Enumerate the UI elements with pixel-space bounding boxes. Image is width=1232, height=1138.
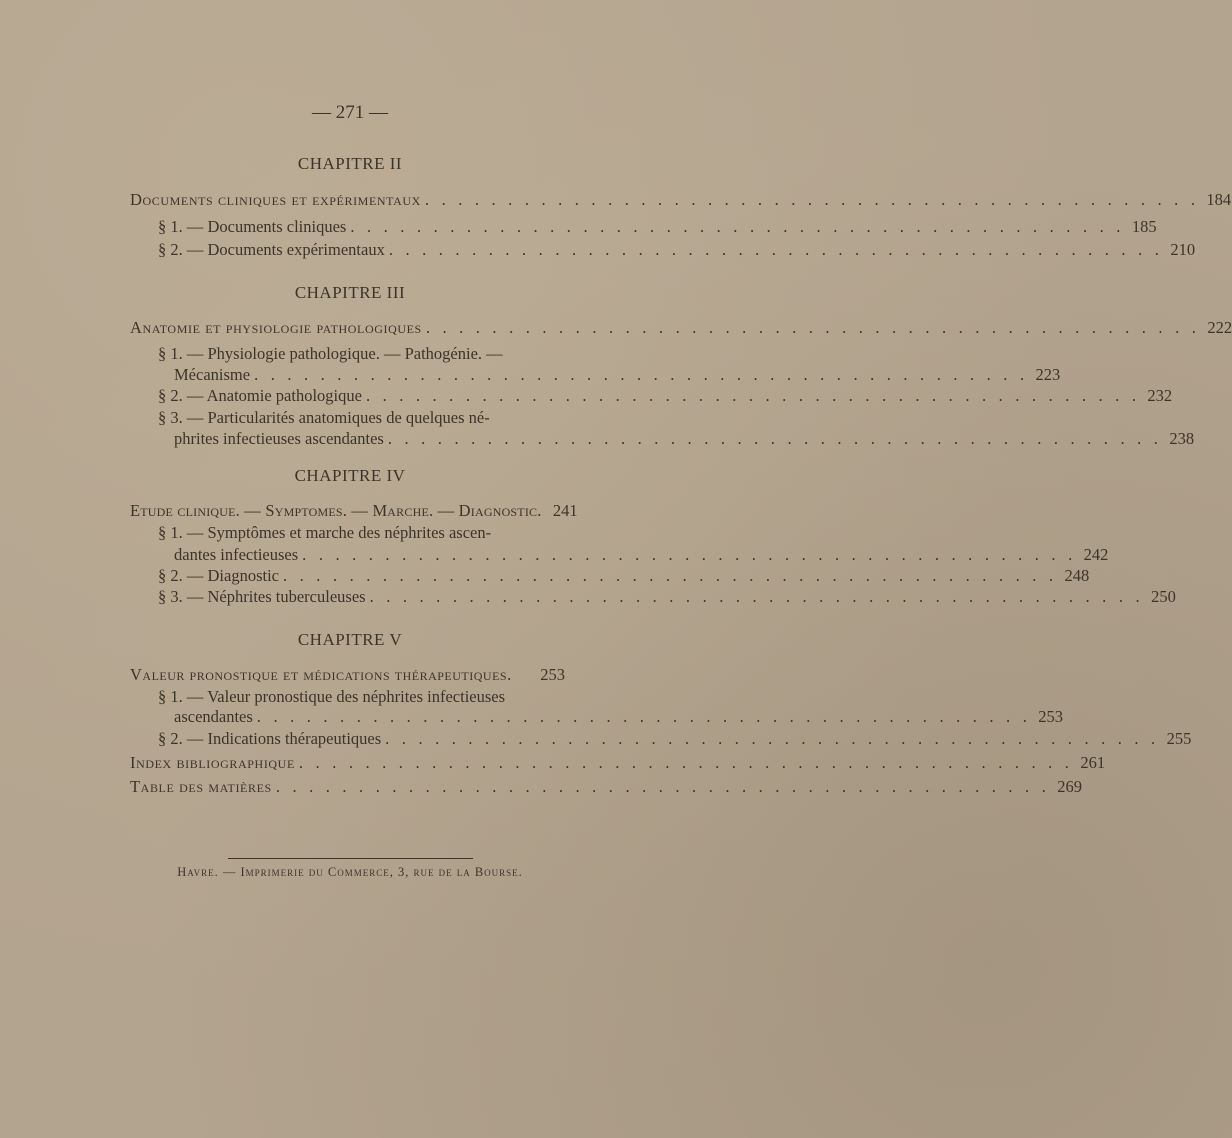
leader-dots: . . . . . . . . . . . . . . . . . . . . . . . . . . . . . . . . . . . . . . . . . . . . . . . [387,429,1163,448]
toc-page-number: 223 [1035,365,1061,384]
toc-entry [174,365,1061,385]
leader-dots: . . . . . . . . . . . . . . . . . . . . . . . . . . . . . . . . . . . . . . . . . . . . . . . [388,240,1164,259]
toc-page-number: 238 [1169,429,1195,448]
toc-section-title: Etude clinique. — Symptomes. — Marche. — Diagnostic. [130,501,542,520]
toc-section [130,190,1232,210]
toc-entry-title-first-line: § 1. — Symptômes et marche des néphrites ascen- [158,523,492,542]
toc-section [130,318,1232,338]
leader-dots: . . . . . . . . . . . . . . . . . . . . . . . . . . . . . . . . . . . . . . . . . . . . . . . [254,365,1029,384]
toc-entry-title-first-line: § 3. — Particularités anatomiques de quelques né- [158,408,490,427]
leader-dots: . . . . . . . . . . . . . . . . . . . . . . . . . . . . . . . . . . . . . . . . . . . . . . . [424,190,1200,209]
toc-entry [158,240,1196,260]
toc-section-title: Anatomie et physiologie pathologiques [130,318,422,337]
chapter-heading: CHAPITRE III [294,283,406,302]
toc-section-title: Valeur pronostique et médications thérapeutiques. [130,665,512,684]
toc-back-matter-entry [130,753,1106,773]
toc-entry-title: § 2. — Documents expérimentaux [158,240,385,259]
chapter-heading: CHAPITRE V [297,630,403,649]
leader-dots: . . . . . . . . . . . . . . . . . . . . . . . . . . . . . . . . . . . . . . . . . . . . . . . [302,545,1077,564]
leader-dots: . . . . . . . . . . . . . . . . . . . . . . . . . . . . . . . . . . . . . . . . . . . . . . . [256,707,1032,726]
leader-dots: . . . . . . . . . . . . . . . . . . . . . . . . . . . . . . . . . . . . . . . . . . . . . . . [298,753,1074,772]
chapter-heading: CHAPITRE II [297,154,403,173]
leader-dots: . . . . . . . . . . . . . . . . . . . . . . . . . . . . . . . . . . . . . . . . . . . . . . . [425,318,1201,337]
printer-imprint: Havre. — Imprimerie du Commerce, 3, rue de la Bourse. [177,865,523,879]
toc-entry-title-first-line: § 1. — Valeur pronostique des néphrites infectieuses [158,687,506,706]
toc-page-number: 248 [1064,566,1090,585]
toc-page-number: 253 [540,665,565,684]
toc-entry [158,217,1157,237]
chapter-heading: CHAPITRE IV [294,466,406,485]
toc-page-number: 261 [1080,753,1106,772]
toc-page-number: 222 [1207,318,1232,337]
toc-section-title: Table des matières [130,777,272,796]
toc-page-number: 255 [1166,729,1192,748]
page-number: — 271 — [312,102,388,123]
toc-page-number: 185 [1131,217,1157,236]
toc-entry-title-first-line: § 1. — Physiologie pathologique. — Pathogénie. — [158,344,503,363]
toc-entry-title: dantes infectieuses [174,545,299,564]
toc-page-number: 184 [1206,190,1232,209]
leader-dots: . . . . . . . . . . . . . . . . . . . . . . . . . . . . . . . . . . . . . . . . . . . . . . . [365,386,1141,405]
toc-entry-title: § 2. — Indications thérapeutiques [158,729,382,748]
toc-entry-title: § 2. — Anatomie pathologique [158,386,362,405]
toc-page-number: 232 [1147,386,1173,405]
toc-section [130,501,578,521]
toc-back-matter-entry [130,777,1083,797]
imprint-rule [228,858,473,859]
toc-entry [158,386,1173,406]
toc-section-title: Index bibliographique [130,753,295,772]
leader-dots: . . . . . . . . . . . . . . . . . . . . . . . . . . . . . . . . . . . . . . . . . . . . . . . [369,587,1144,606]
toc-page-number: 253 [1038,707,1064,726]
toc-entry [158,729,1192,749]
toc-page-number: 269 [1057,777,1083,796]
toc-entry [174,429,1195,449]
leader-dots: . . . . . . . . . . . . . . . . . . . . . . . . . . . . . . . . . . . . . . . . . . . . . . . [283,566,1058,585]
toc-entry-title: § 2. — Diagnostic [158,566,279,585]
toc-entry-title: phrites infectieuses ascendantes [174,429,384,448]
toc-entry-title: ascendantes [174,707,253,726]
toc-page-number: 242 [1083,545,1109,564]
toc-entry [158,566,1090,586]
leader-dots: . . . . . . . . . . . . . . . . . . . . . . . . . . . . . . . . . . . . . . . . . . . . . . . [350,217,1125,236]
toc-page-number: 241 [552,501,578,520]
toc-section [130,665,565,685]
toc-page-number: 250 [1151,587,1176,606]
toc-section-title: Documents cliniques et expérimentaux [130,190,421,209]
toc-entry [174,707,1064,727]
toc-entry [158,587,1176,607]
toc-entry-title: § 1. — Documents cliniques [158,217,347,236]
toc-page-number: 210 [1170,240,1196,259]
toc-entry-title: § 3. — Néphrites tuberculeuses [158,587,366,606]
toc-entry-title: Mécanisme [174,365,251,384]
leader-dots: . . . . . . . . . . . . . . . . . . . . . . . . . . . . . . . . . . . . . . . . . . . . . . . [275,777,1051,796]
leader-dots: . . . . . . . . . . . . . . . . . . . . . . . . . . . . . . . . . . . . . . . . . . . . . . . [385,729,1160,748]
toc-entry [174,545,1109,565]
